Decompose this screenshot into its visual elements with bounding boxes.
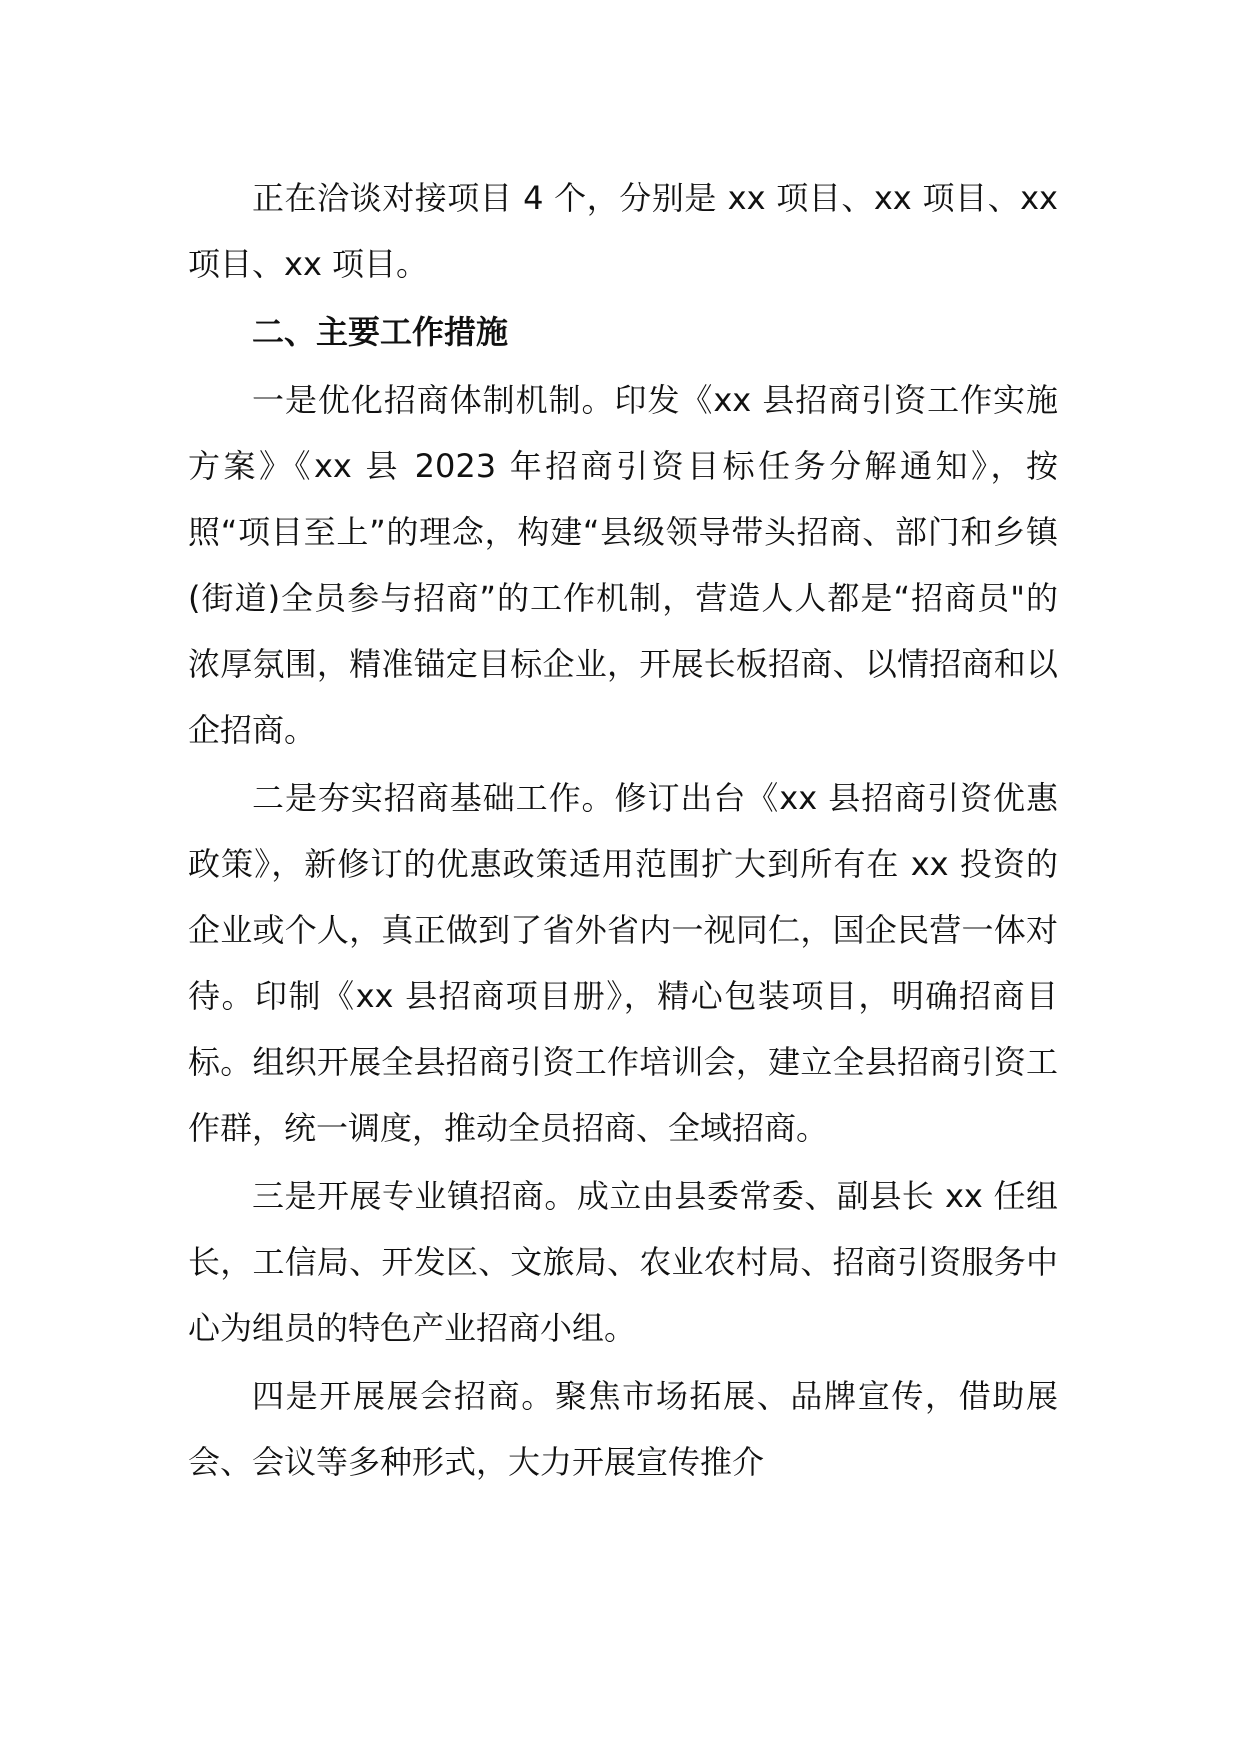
paragraph-measure-3: 三是开展专业镇招商。成立由县委常委、副县长 xx 任组长，工信局、开发区、文旅局、农业农村局、招商引资服务中心为组员的特色产业招商小组。 [188,1177,1058,1347]
paragraph-measure-2: 二是夯实招商基础工作。修订出台《xx 县招商引资优惠政策》，新修订的优惠政策适用范围扩大到所有在 xx 投资的企业或个人，真正做到了省外省内一视同仁，国企民营一体对待。印制《xx 县招商项目册》，精心包装项目，明确招商目标。组织开展全县招商引资工作培训会，建立全县招商引资工作群，统一调度，推动全员招商、全域招商。 [188,779,1058,1147]
paragraph-measure-4: 四是开展展会招商。聚焦市场拓展、品牌宣传，借助展会、会议等多种形式，大力开展宣传推介 [188,1377,1058,1481]
paragraph-projects-in-negotiation: 正在洽谈对接项目 4 个，分别是 xx 项目、xx 项目、xx 项目、xx 项目。 [188,179,1058,283]
document-body [188,165,1058,1497]
paragraph-measure-1: 一是优化招商体制机制。印发《xx 县招商引资工作实施方案》《xx 县 2023 年招商引资目标任务分解通知》，按照“项目至上”的理念，构建“县级领导带头招商、部门和乡镇(街道)全员参与招商”的工作机制，营造人人都是“招商员"的浓厚氛围，精准锚定目标企业，开展长板招商、以情招商和以企招商。 [188,381,1058,749]
section-heading: 二、主要工作措施 [252,313,509,351]
